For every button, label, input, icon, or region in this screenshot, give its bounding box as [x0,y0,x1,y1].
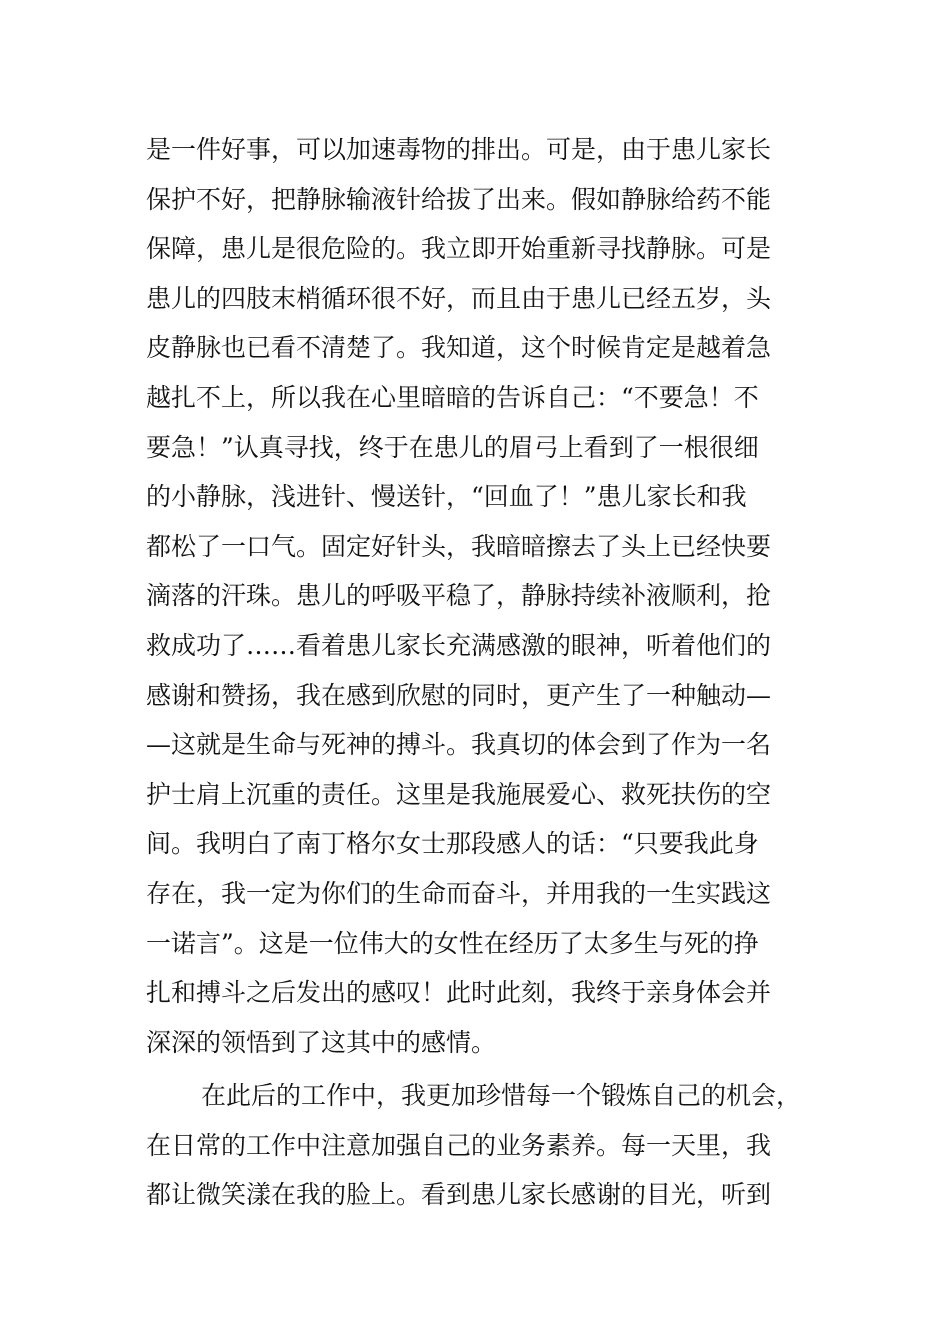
text-line: 一诺言”。这是一位伟大的女性在经历了太多生与死的挣 [146,928,759,958]
text-line: 在此后的工作中，我更加珍惜每一个锻炼自己的机会， [201,1081,802,1111]
document-body [146,125,816,1220]
text-line: 护士肩上沉重的责任。这里是我施展爱心、救死扶伤的空 [146,779,772,809]
text-line: 在日常的工作中注意加强自己的业务素养。每一天里，我 [146,1130,772,1160]
text-line: 深深的领悟到了这其中的感情。 [146,1027,497,1057]
text-line: —这就是生命与死神的搏斗。我真切的体会到了作为一名 [146,730,772,760]
text-line: 存在，我一定为你们的生命而奋斗，并用我的一生实践这 [146,878,772,908]
text-line: 是一件好事，可以加速毒物的排出。可是，由于患儿家长 [146,135,772,164]
text-line: 间。我明白了南丁格尔女士那段感人的话：“只要我此身 [146,829,759,859]
text-line: 保护不好，把静脉输液针给拔了出来。假如静脉给药不能 [146,184,772,214]
text-line: 救成功了……看着患儿家长充满感激的眼神，听着他们的 [146,630,772,660]
paragraph-1 [146,125,816,1067]
text-line: 保障，患儿是很危险的。我立即开始重新寻找静脉。可是 [146,234,772,264]
text-line: 的小静脉，浅进针、慢送针，“回血了！”患儿家长和我 [146,482,747,512]
text-line: 都让微笑漾在我的脸上。看到患儿家长感谢的目光，听到 [146,1180,772,1210]
paragraph-2 [146,1071,816,1220]
text-line: 扎和搏斗之后发出的感叹！此时此刻，我终于亲身体会并 [146,978,772,1008]
text-line: 感谢和赞扬，我在感到欣慰的同时，更产生了一种触动— [146,680,772,710]
text-line: 滴落的汗珠。患儿的呼吸平稳了，静脉持续补液顺利，抢 [146,581,772,611]
text-line: 皮静脉也已看不清楚了。我知道，这个时候肯定是越着急 [146,333,772,363]
text-line: 患儿的四肢末梢循环很不好，而且由于患儿已经五岁，头 [146,283,772,313]
text-line: 越扎不上，所以我在心里暗暗的告诉自己：“不要急！不 [146,382,759,412]
text-line: 都松了一口气。固定好针头，我暗暗擦去了头上已经快要 [146,531,772,561]
text-line: 要急！”认真寻找，终于在患儿的眉弓上看到了一根很细 [146,432,759,462]
